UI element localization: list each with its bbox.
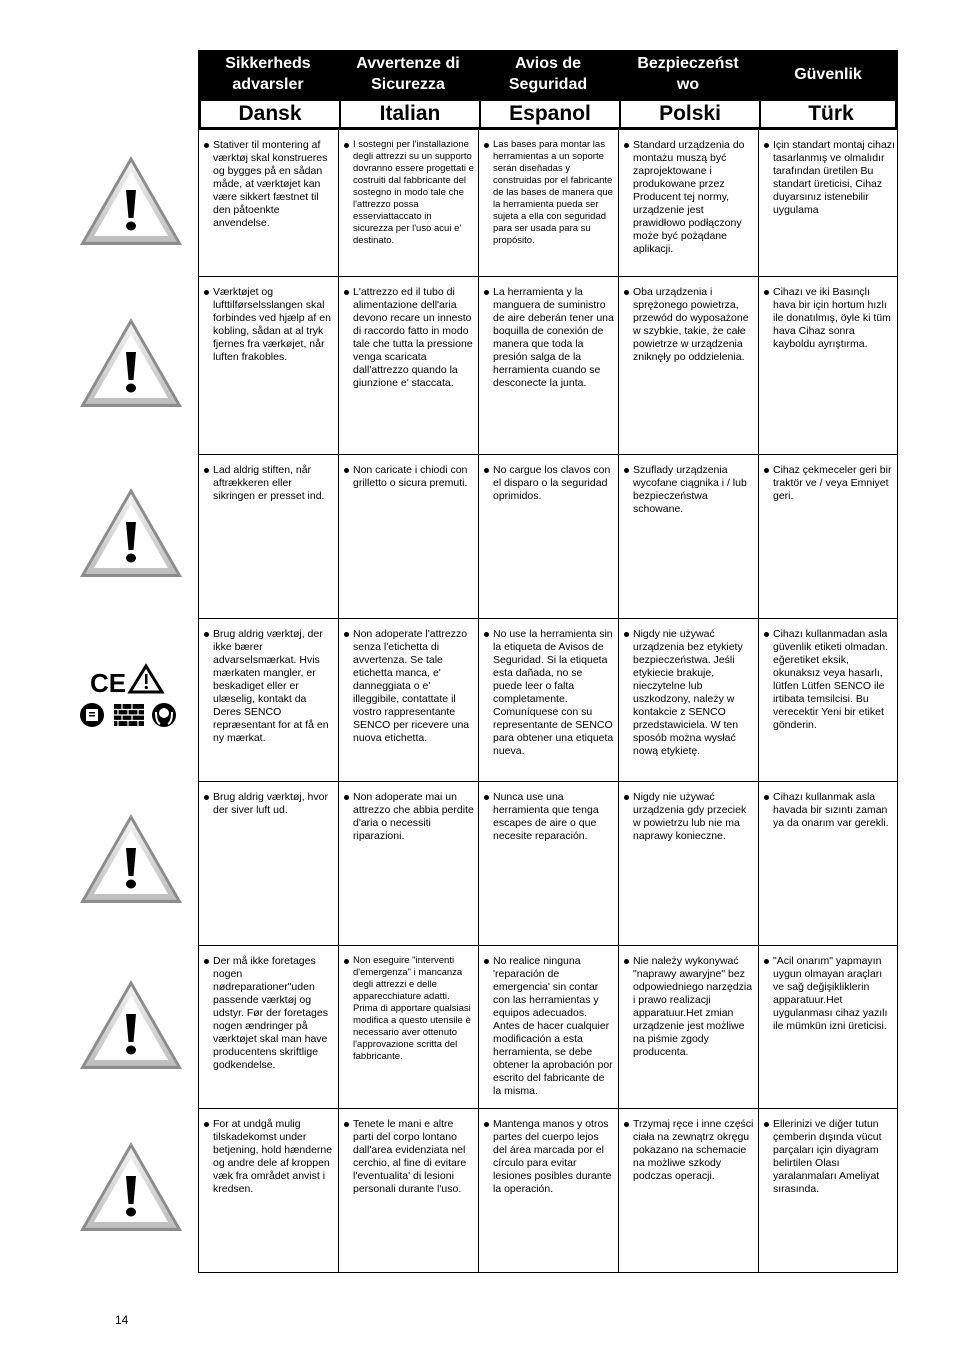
header-titles-row	[198, 50, 898, 98]
row-cell-italian: L'attrezzo ed il tubo di alimentazione dell'aria devono recare un innesto di raccordo fatto in modo tale che tutta la pressione venga scaricata dall'attrezzo quando la giunzione e' staccata.	[339, 277, 479, 454]
row-cell-italian: Non adoperate mai un attrezzo che abbia perdite d'aria o necessiti riparazioni.	[339, 782, 479, 945]
row-cell-danish: For at undgå mulig tilskadekomst under betjening, hold hænderne og andre dele af kroppen væk fra området anvist i kredsen.	[199, 1109, 339, 1272]
row-cell-turkish: Ellerinizi ve diğer tutun çemberin dışında vücut parçaları için diyagram belirtilen Olası yaralanmaları Ameliyat sırasında.	[759, 1109, 899, 1272]
ce-mark-icon: CE	[90, 668, 127, 698]
table-row	[199, 130, 897, 277]
header-lang-polish: Polski	[621, 101, 761, 127]
row-cell-spanish: La herramienta y la manguera de suministro de aire deberán tener una boquilla de conexión de manera que toda la presión salga de la herramienta cuando se desconecte la junta.	[479, 277, 619, 454]
row-cell-polish: Szuflady urządzenia wycofane ciągnika i / lub bezpieczeństwa schowane.	[619, 455, 759, 618]
table-row	[199, 277, 897, 455]
row-cell-spanish: Mantenga manos y otros partes del cuerpo lejos del área marcada por el círculo para evitar lesiones posibles durante la operación.	[479, 1109, 619, 1272]
row-cell-spanish: Las bases para montar las herramientas a un soporte serán diseñadas y construidas por el fabricante de las bases de manera que la herramienta pueda ser sujeta a ella con seguridad para ser usada para su propósito.	[479, 130, 619, 276]
row-cell-spanish: Nunca use una herramienta que tenga escapes de aire o que necesite reparación.	[479, 782, 619, 945]
row-cell-danish: Lad aldrig stiften, når aftrækkeren eller sikringen er presset ind.	[199, 455, 339, 618]
row-cell-danish: Der må ikke foretages nogen nødreparationer"uden passende værktøj og udstyr. Før der foretages nogen ændringer på værktøjet skal man have producentens skriftlige godkendelse.	[199, 946, 339, 1108]
row-cell-polish: Standard urządzenia do montażu muszą być zaprojektowane i produkowane przez Producent tej normy, urządzenie jest prawidłowo podłączony może być pożądane aplikacji.	[619, 130, 759, 276]
warning-triangle-icon	[76, 810, 186, 908]
header-languages-row	[198, 98, 898, 130]
warning-triangle-icon	[76, 976, 186, 1074]
row-cell-danish: Værktøjet og lufttilførselsslangen skal forbindes ved hjælp af en kobling, sådan at al tryk fjernes fra værkøjet, når luften frakobles.	[199, 277, 339, 454]
row-cell-turkish: "Acil onarım" yapmayın uygun olmayan araçları ve sağ değişikliklerin apparatuur.Het uygulanması cihaz yazılı ile mümkün izni üreticisi.	[759, 946, 899, 1108]
table-row	[199, 946, 897, 1109]
row-cell-polish: Trzymaj ręce i inne części ciała na zewnątrz okręgu pokazano na schemacie na możliwe szkody podczas operacji.	[619, 1109, 759, 1272]
row-cell-italian: Non adoperate l'attrezzo senza l'etichetta di avvertenza. Se tale etichetta manca, e' danneggiata o e' illeggibile, contattate il vostro rappresentante SENCO per ricevere una nuova etichetta.	[339, 619, 479, 781]
row-cell-turkish: Cihazı kullanmak asla havada bir sızıntı zaman ya da onarım var gerekli.	[759, 782, 899, 945]
header-lang-spanish: Espanol	[481, 101, 621, 127]
header-title-danish: Sikkerheds advarsler	[225, 55, 311, 93]
row-cell-turkish: Için standart montaj cihazı tasarlanmış ve olmalıdır tarafından üretilen Bu standart üreticisi, Cihaz duyarsınız istenebilir uygulama	[759, 130, 899, 276]
header-title-polish: Bezpieczeńst wo	[637, 55, 739, 93]
warning-triangle-icon	[76, 152, 186, 250]
table-row	[199, 619, 897, 782]
warning-triangle-icon	[76, 1138, 186, 1236]
table-row	[199, 1109, 897, 1273]
row-cell-polish: Nie należy wykonywać "naprawy awaryjne" bez odpowiedniego narzędzia i prawo realizacji apparatuur.Het zmian urządzenie jest możliwe na piśmie zgody producenta.	[619, 946, 759, 1108]
row-cell-spanish: No use la herramienta sin la etiqueta de Avisos de Seguridad. Si la etiqueta esta dañada, no se puede leer o falta completamente. Comuníquese con su representante de SENCO para obtener una etiqueta nueva.	[479, 619, 619, 781]
header-title-turkish: Güvenlik	[794, 65, 862, 83]
table-row	[199, 782, 897, 946]
row-cell-italian: Non caricate i chiodi con grilletto o sicura premuti.	[339, 455, 479, 618]
table-body	[198, 130, 898, 1273]
row-cell-danish: Brug aldrig værktøj, der ikke bærer advarselsmærkat. Hvis mærkaten mangler, er beskadiget eller er ulæselig, kontakt da Deres SENCO repræsentant for at få en ny mærkat.	[199, 619, 339, 781]
header-lang-turkish: Türk	[808, 102, 854, 125]
row-cell-spanish: No realice ninguna 'reparación de emergencia' sin contar con las herramientas y equipos adecuados. Antes de hacer cualquier modificación a esta herramienta, se debe obtener la aprobación por escrito del fabricante de la misma.	[479, 946, 619, 1108]
table-row	[199, 455, 897, 619]
row-cell-italian: Tenete le mani e altre parti del corpo lontano dall'area evidenziata nel cerchio, al fine di evitare l'eventualita' di lesioni personali durante l'uso.	[339, 1109, 479, 1272]
warning-triangle-icon	[76, 314, 186, 412]
warning-triangle-icon	[76, 484, 186, 582]
row-cell-danish: Stativer til montering af værktøj skal konstrueres og bygges på en sådan måde, at værktøjet kan være sikkert fæstnet til den påtoenkte anvendelse.	[199, 130, 339, 276]
row-cell-italian: Non eseguire "interventi d'emergenza" i mancanza degli attrezzi e delle apparecchiature adatti. Prima di apportare qualsiasi modifica a questo utensile è necessario aver ottenuto l'approvazione scritta del fabbricante.	[339, 946, 479, 1108]
ce-mark-safety-symbols-icon	[76, 662, 186, 732]
header-lang-danish: Dansk	[201, 101, 341, 127]
safety-warnings-table	[198, 50, 898, 1273]
row-cell-polish: Nigdy nie używać urządzenia bez etykiety bezpieczeństwa. Jeśli etykiecie brakuje, nieczytelne lub uszkodzony, należy w kontakcie z SENCO przedstawiciela. W ten sposób można wysłać nową etykietę.	[619, 619, 759, 781]
row-cell-turkish: Cihazı ve iki Basınçlı hava bir için hortum hızlı ile donatılmış, öyle ki tüm hava Cihaz sonra kayboldu ayrıştırma.	[759, 277, 899, 454]
header-lang-italian: Italian	[341, 101, 481, 127]
brick-wall-icon	[114, 704, 144, 726]
row-cell-danish: Brug aldrig værktøj, hvor der siver luft ud.	[199, 782, 339, 945]
header-title-spanish: Avios de Seguridad	[508, 55, 588, 93]
row-cell-polish: Oba urządzenia i sprężonego powietrza, przewód do wyposażone w szybkie, takie, że całe powietrze w urządzenia zniknęły po oddzielenia.	[619, 277, 759, 454]
row-cell-turkish: Cihazı kullanmadan asla güvenlik etiketi olmadan. eğeretiket eksik, okunaksız veya hasarlı, lütfen Lütfen SENCO ile irtibata temsilcisi. Bu verecektir Yeni bir etiket gönderin.	[759, 619, 899, 781]
row-cell-polish: Nigdy nie używać urządzenia gdy przeciek w powietrzu lub nie ma naprawy konieczne.	[619, 782, 759, 945]
row-cell-turkish: Cihaz çekmeceler geri bir traktör ve / veya Emniyet geri.	[759, 455, 899, 618]
row-cell-italian: I sostegni per l'installazione degli attrezzi su un supporto dovranno essere progettati e costruiti dal fabbricante del sostegno in modo tale che l'attrezzo possa esserviattaccato in sicurezza per l'uso acui e' destinato.	[339, 130, 479, 276]
row-cell-spanish: No cargue los clavos con el disparo o la seguridad oprimidos.	[479, 455, 619, 618]
page-number: 14	[115, 1313, 129, 1327]
header-title-italian: Avvertenze di Sicurezza	[356, 55, 460, 93]
